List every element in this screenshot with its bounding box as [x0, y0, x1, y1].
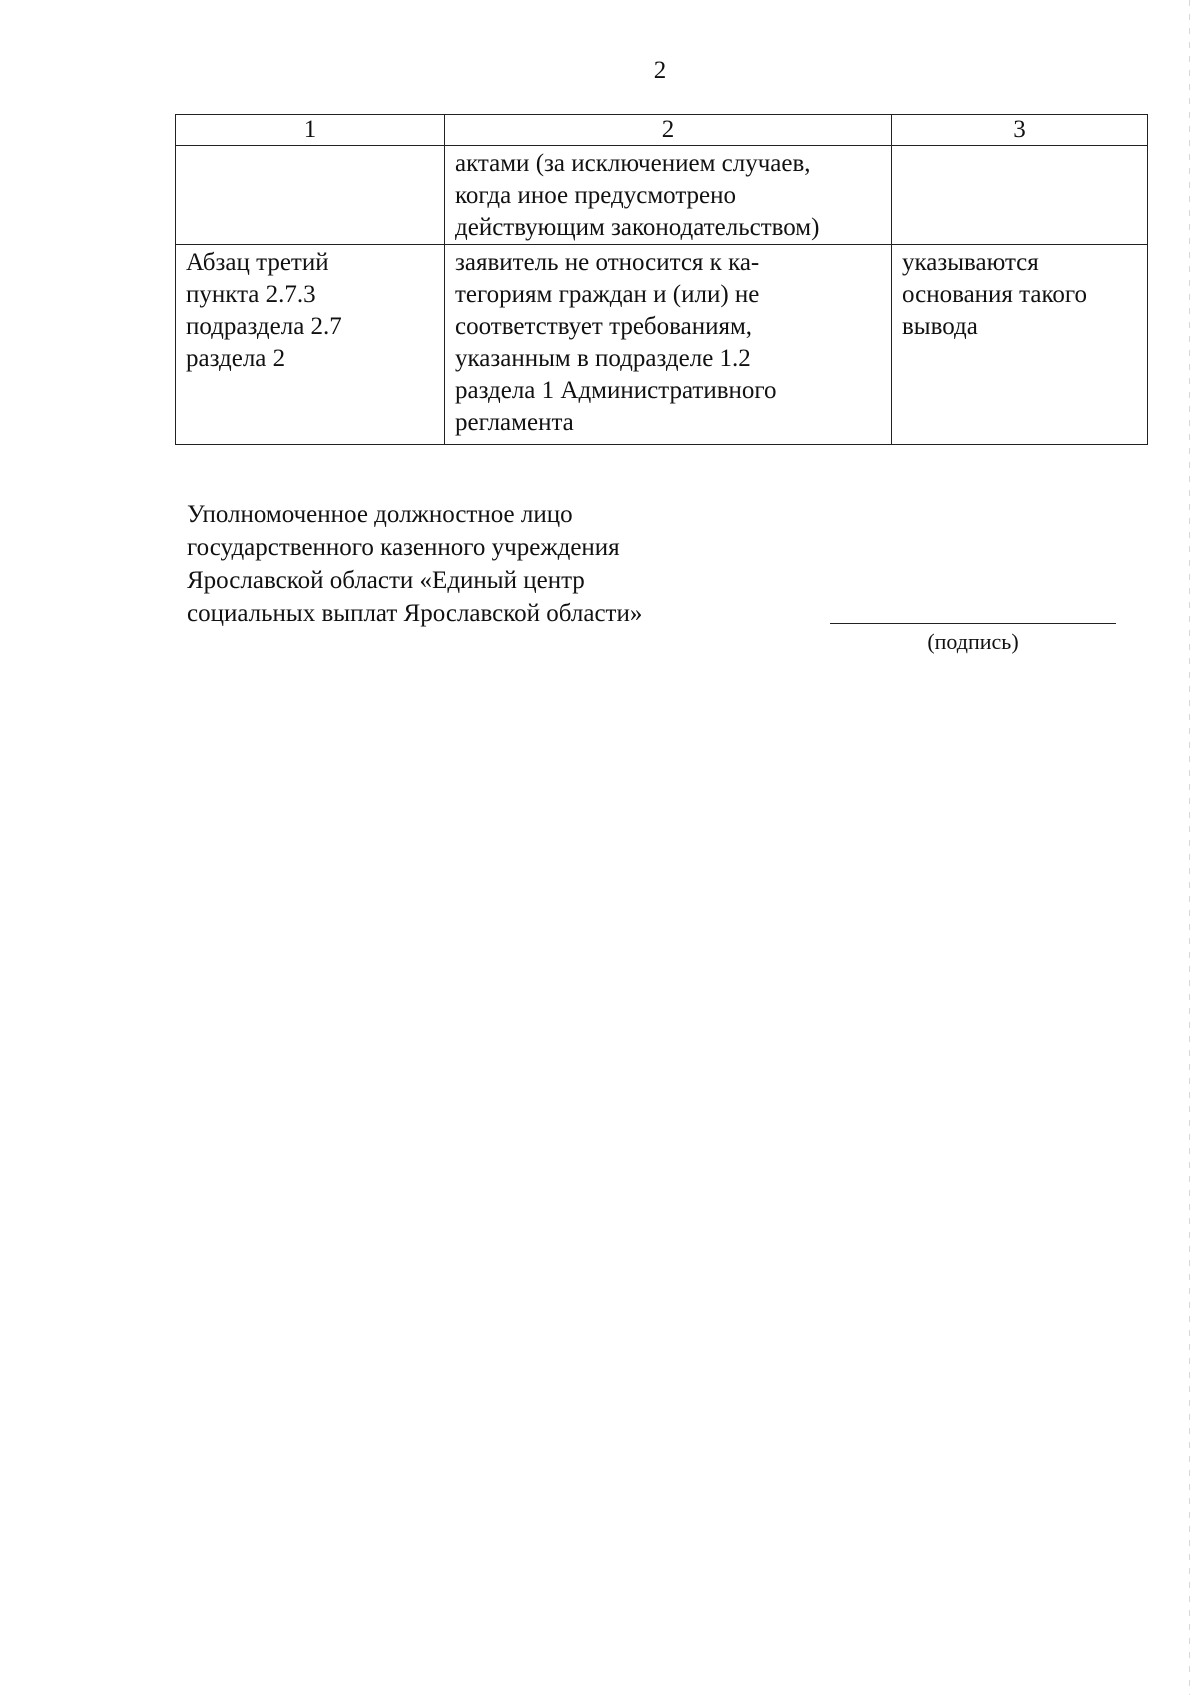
header-cell-2: 2	[445, 115, 892, 146]
signature-caption: (подпись)	[927, 629, 1019, 654]
document-table	[175, 114, 1148, 445]
table-cell-reference: Абзац третий пункта 2.7.3 подраздела 2.7 раздела 2	[176, 245, 445, 445]
table-cell-reference	[176, 146, 445, 245]
table-header-row	[176, 115, 1148, 146]
table-row	[176, 245, 1148, 445]
table-cell-explanation: указываются основания такого вывода	[892, 245, 1148, 445]
official-title: Уполномоченное должностное лицо государственного казенного учреждения Ярославской области «Единый центр социальных выплат Ярославской области»	[187, 501, 643, 627]
page-number: 2	[653, 57, 667, 84]
table-cell-explanation	[892, 146, 1148, 245]
signature-line	[830, 623, 1116, 624]
table-row	[176, 146, 1148, 245]
header-cell-1: 1	[176, 115, 445, 146]
scan-edge-artifact	[1189, 0, 1190, 1695]
table-cell-reason: актами (за исключением случаев, когда иное предусмотрено действующим законодательством)	[445, 146, 892, 245]
table-cell-reason: заявитель не относится к ка- тегориям граждан и (или) не соответствует требованиям, указанным в подразделе 1.2 раздела 1 Административного регламента	[445, 245, 892, 445]
header-cell-3: 3	[892, 115, 1148, 146]
